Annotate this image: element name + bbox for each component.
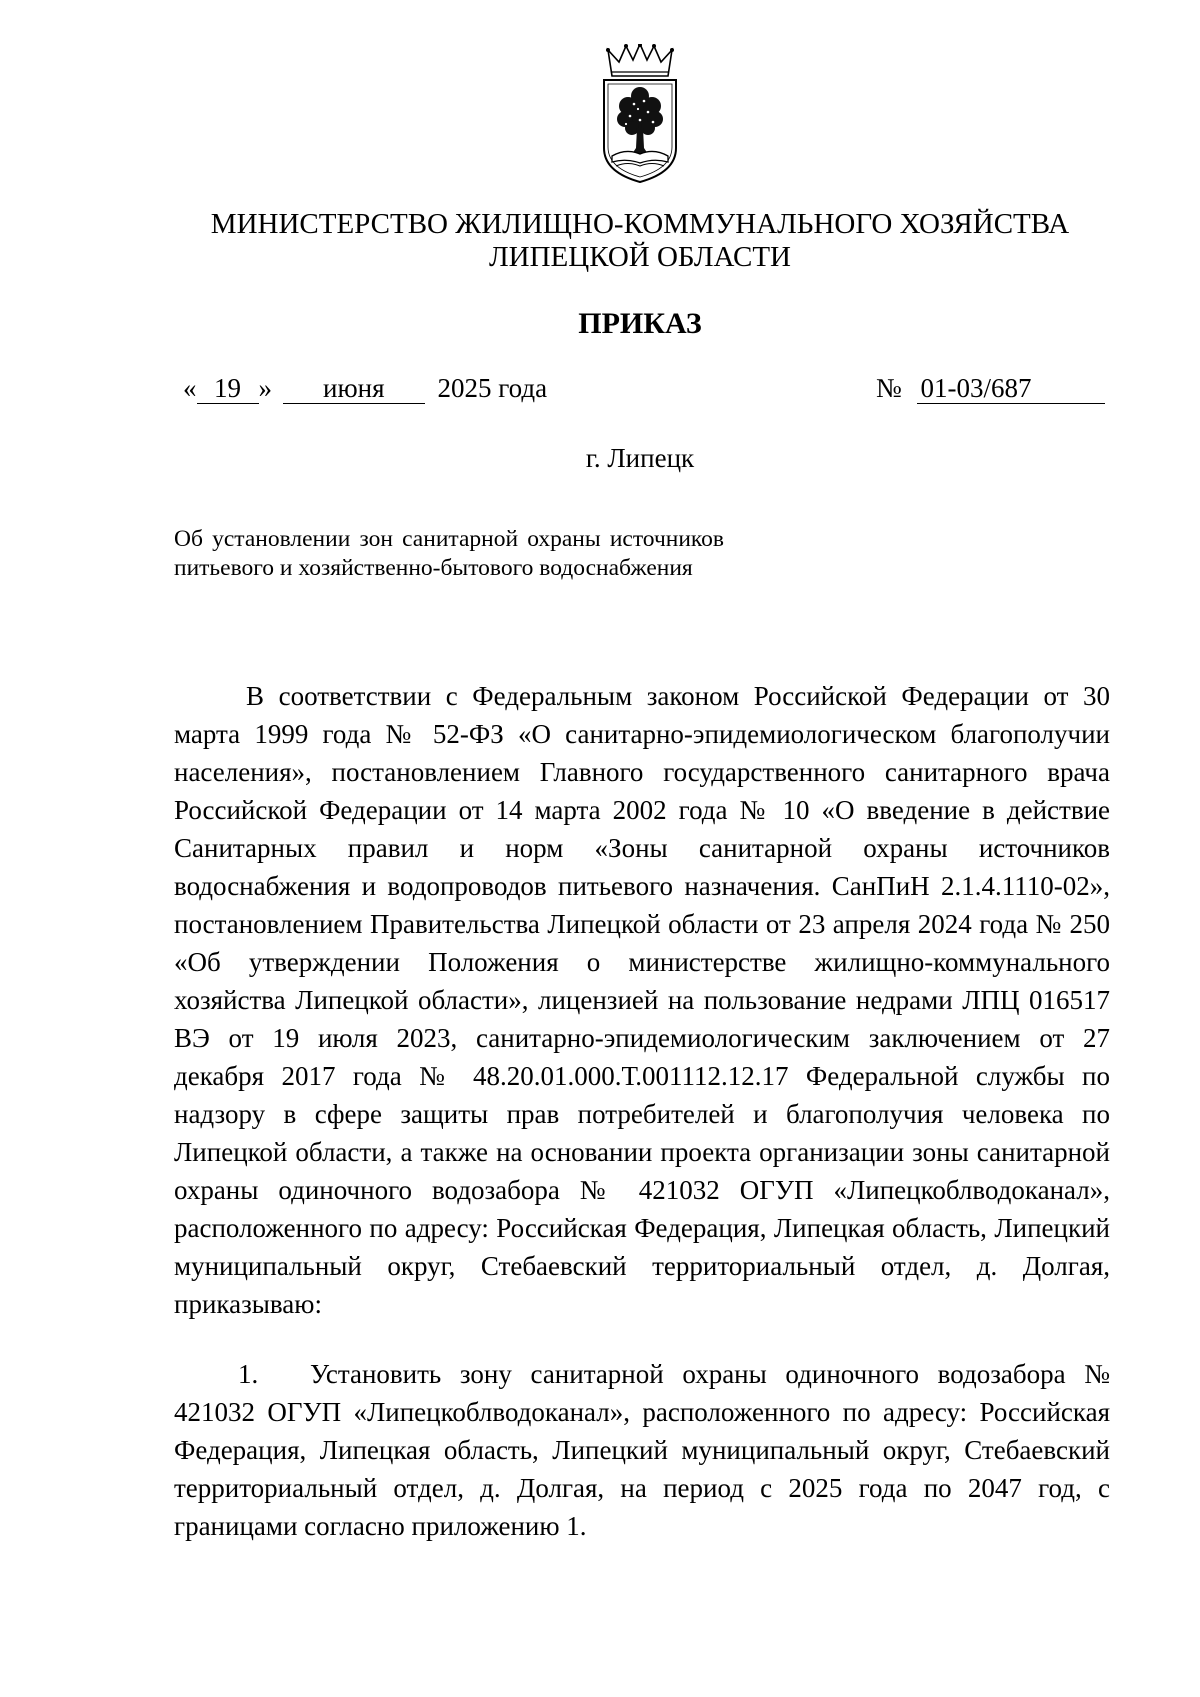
coat-of-arms-emblem bbox=[598, 44, 682, 184]
list-item bbox=[174, 1355, 1110, 1545]
item-text: Установить зону санитарной охраны одиночного водозабора № 421032 ОГУП «Липецкоблводоканал», расположенного по адресу: Российская Федерация, Липецкая область, Липецкий муниципальный округ, Стебаевский территориальный отдел, д. Долгая, на период с 2025 года по 2047 год, с границами согласно приложению 1. bbox=[174, 1359, 1110, 1541]
document-type-title: ПРИКАЗ bbox=[578, 307, 702, 340]
order-date bbox=[183, 372, 547, 404]
date-open-quote: « bbox=[183, 373, 197, 403]
ministry-name-line1: МИНИСТЕРСТВО ЖИЛИЩНО-КОММУНАЛЬНОГО ХОЗЯЙСТВА bbox=[210, 208, 1070, 240]
order-number bbox=[876, 372, 1105, 404]
date-day: 19 bbox=[197, 373, 259, 404]
ministry-name-line2: ЛИПЕЦКОЙ ОБЛАСТИ bbox=[488, 241, 791, 273]
date-close-quote: » bbox=[258, 373, 272, 403]
order-subject: Об установлении зон санитарной охраны источников питьевого и хозяйственно-бытового водоснабжения bbox=[174, 526, 724, 581]
number-value: 01-03/687 bbox=[917, 373, 1105, 404]
city-name: г. Липецк bbox=[585, 443, 695, 473]
number-sign: № bbox=[876, 373, 902, 403]
item-number: 1. bbox=[238, 1359, 259, 1389]
date-month: июня bbox=[283, 373, 425, 404]
date-year: 2025 года bbox=[437, 373, 548, 403]
preamble-paragraph: В соответствии с Федеральным законом Российской Федерации от 30 марта 1999 года № 52-ФЗ «О санитарно-эпидемиологическом благополучии населения», постановлением Главного государственного санитарного врача Российской Федерации от 14 марта 2002 года № 10 «О введение в действие Санитарных правил и норм «Зоны санитарной охраны источников водоснабжения и водопроводов питьевого назначения. СанПиН 2.1.4.1110-02», постановлением Правительства Липецкой области от 23 апреля 2024 года № 250 «Об утверждении Положения о министерстве жилищно-коммунального хозяйства Липецкой области», лицензией на пользование недрами ЛПЦ 016517 ВЭ от 19 июля 2023, санитарно-эпидемиологическим заключением от 27 декабря 2017 года № 48.20.01.000.Т.001112.12.17 Федеральной службы по надзору в сфере защиты прав потребителей и благополучия человека по Липецкой области, а также на основании проекта организации зоны санитарной охраны одиночного водозабора № 421032 ОГУП «Липецкоблводоканал», расположенного по адресу: Российская Федерация, Липецкая область, Липецкий муниципальный округ, Стебаевский территориальный отдел, д. Долгая, приказываю: bbox=[174, 681, 1110, 1319]
